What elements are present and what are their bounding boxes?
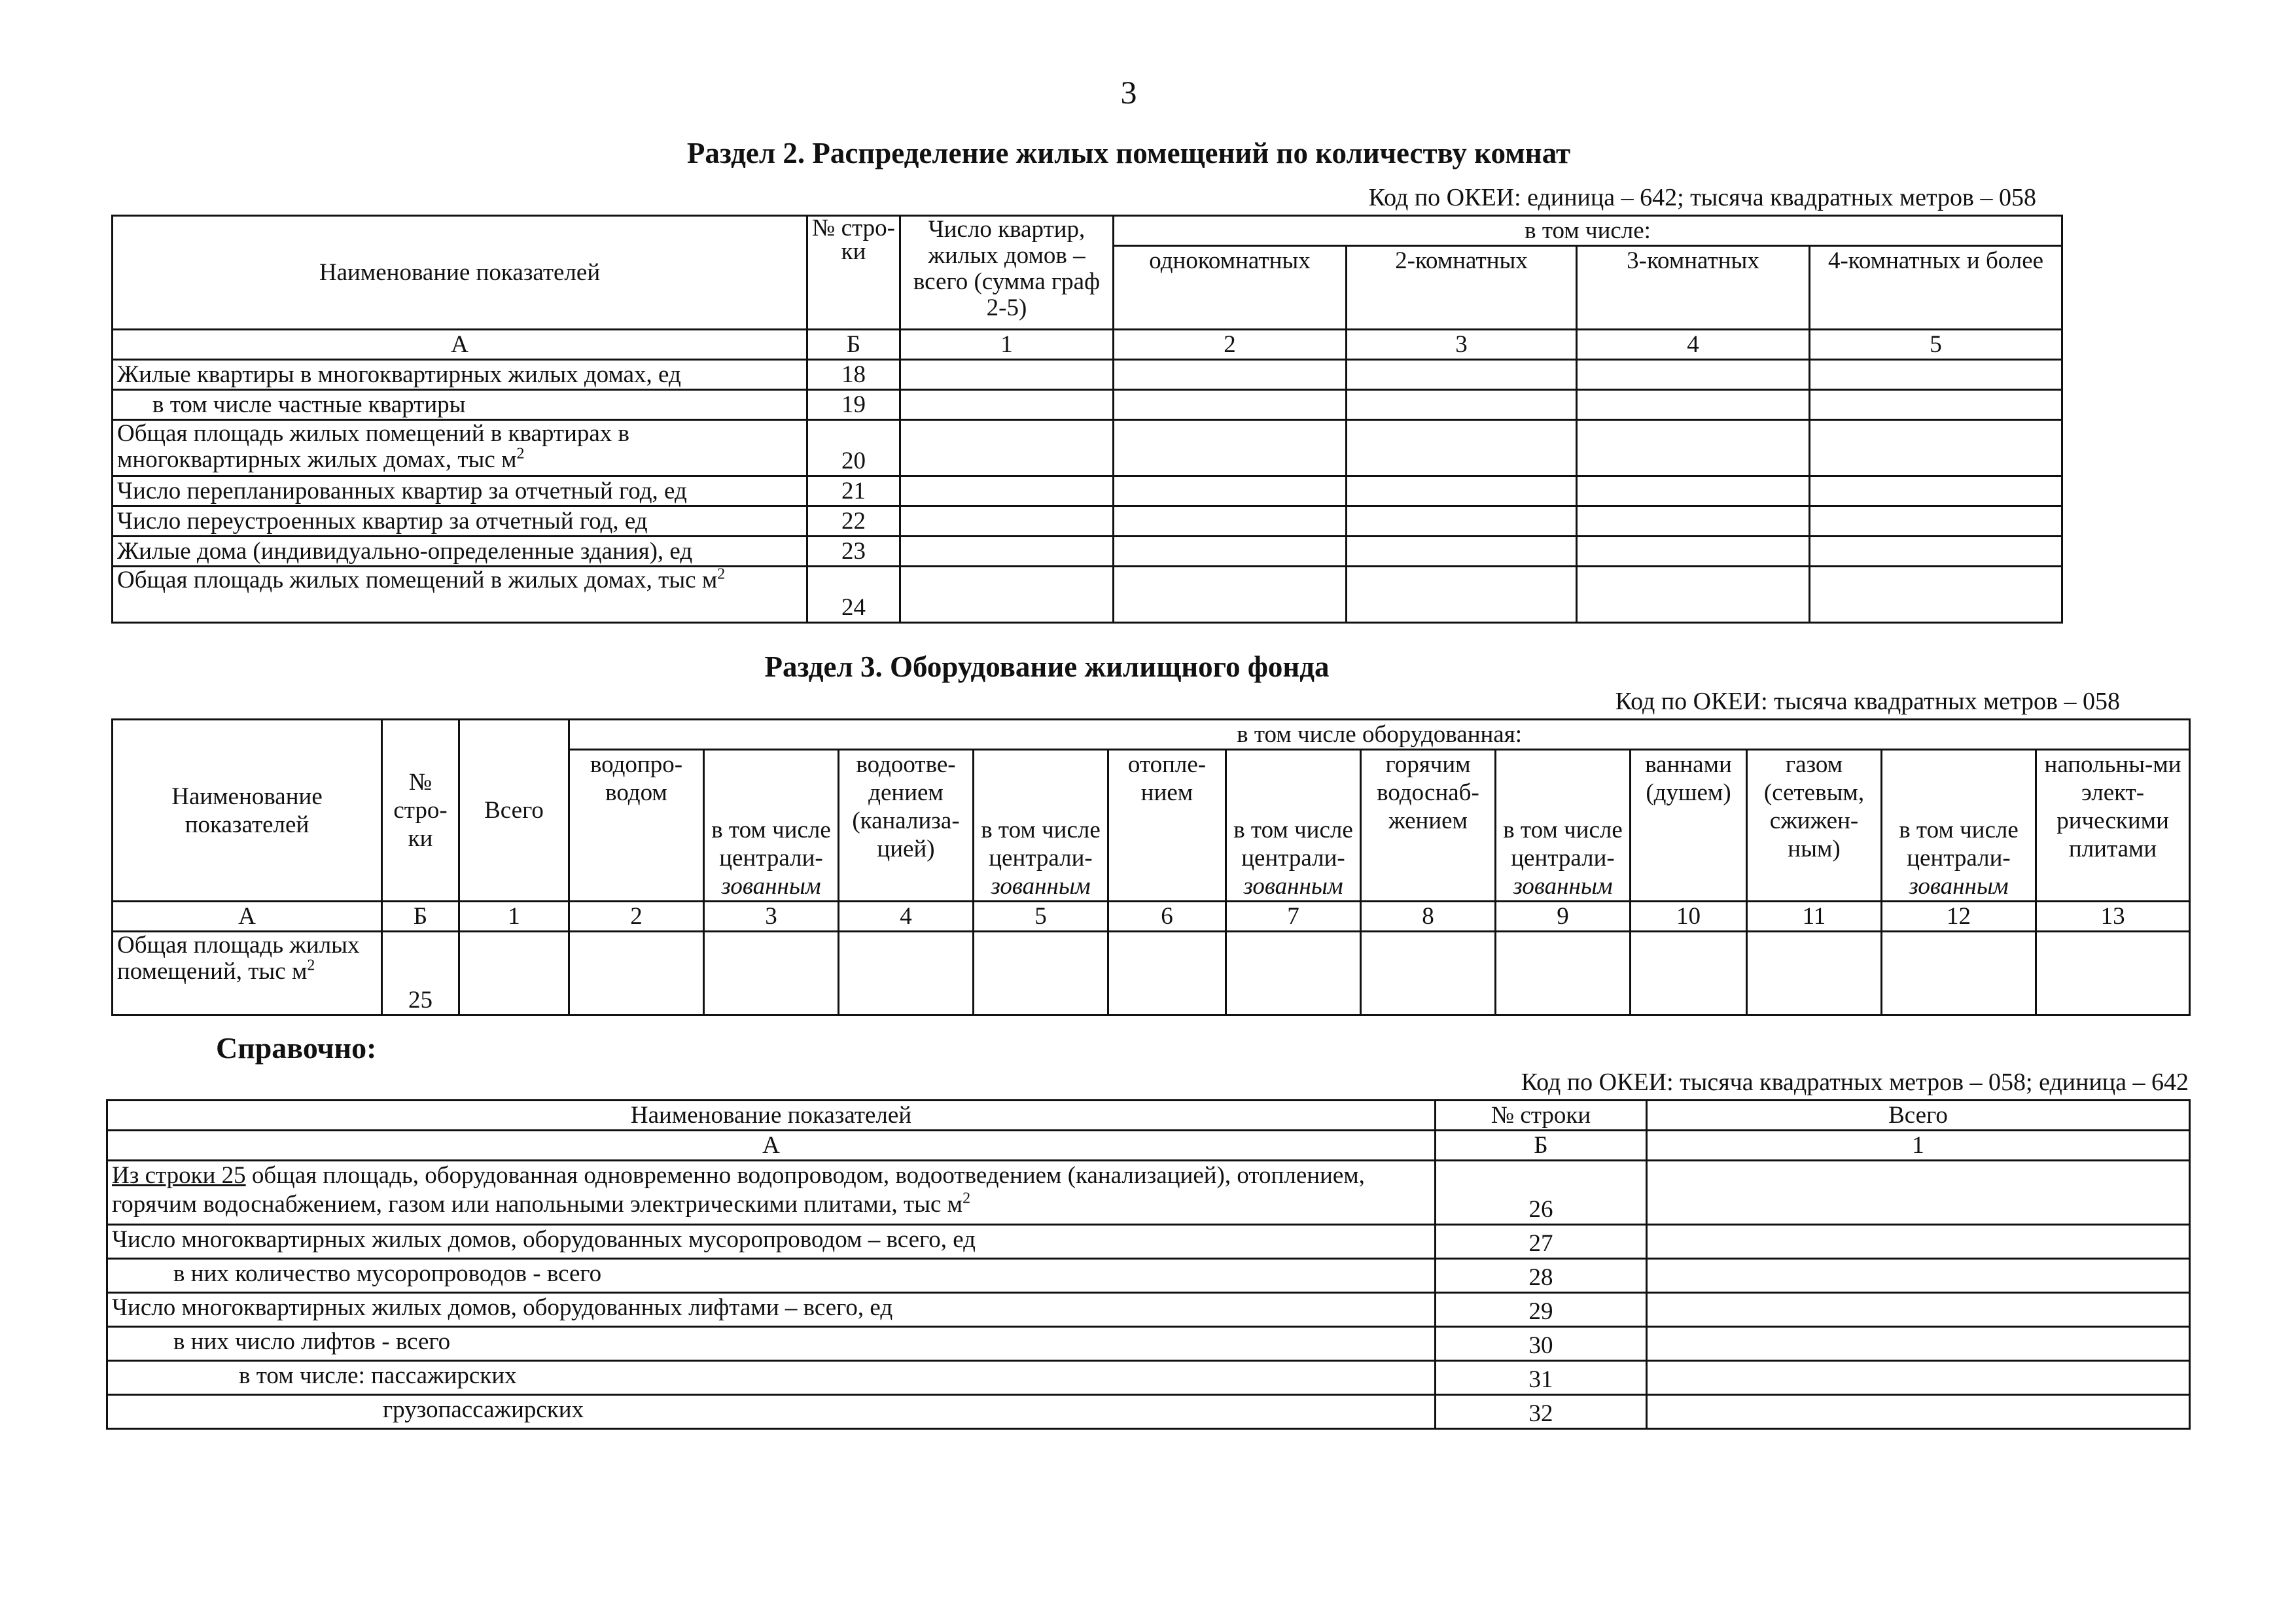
s2-row21-cell[interactable] [1577,476,1810,506]
s3-row25-cell[interactable] [704,932,839,1015]
s2-code-2: 2 [1114,330,1347,360]
s2-row19-cell[interactable] [1577,390,1810,420]
s2-row23-cell[interactable] [1810,537,2062,567]
s2-header-name: Наименование показателей [113,216,807,330]
s3-row25-cell[interactable] [839,932,974,1015]
s2-header-col5: 4-комнатных и более [1810,246,2062,330]
s2-row19-cell[interactable] [1810,390,2062,420]
ref-row27-name: Число многоквартирных жилых домов, оборудованных мусоропроводом – всего, ед [107,1225,1436,1259]
s2-code-4: 4 [1577,330,1810,360]
ref-row27-total[interactable] [1647,1225,2190,1259]
s3-header-c11: газом (сетевым, сжижен-ным) [1747,750,1882,902]
s2-code-5: 5 [1810,330,2062,360]
s2-row20-no: 20 [807,420,900,476]
s3-row25-cell[interactable] [1747,932,1882,1015]
s2-row20-cell[interactable] [900,420,1114,476]
s3-code-8: 8 [1361,902,1496,932]
s3-row25-cell[interactable] [1108,932,1226,1015]
s2-row22-no: 22 [807,506,900,537]
s2-row21-cell[interactable] [1114,476,1347,506]
s2-row18-cell[interactable] [1114,360,1347,390]
s2-row19-cell[interactable] [1114,390,1347,420]
ref-row29-no: 29 [1436,1293,1647,1327]
ref-row32-name: грузопассажирских [107,1395,1436,1429]
s3-header-c10: ваннами (душем) [1631,750,1747,902]
s2-row21-cell[interactable] [1347,476,1577,506]
s2-row21-no: 21 [807,476,900,506]
row25-reference-link: Из строки 25 [112,1162,246,1189]
ref-row27-no: 27 [1436,1225,1647,1259]
s3-header-c6: отопле-нием [1108,750,1226,902]
s3-code-11: 11 [1747,902,1882,932]
section2-title: Раздел 2. Распределение жилых помещений по количеству комнат [686,137,1571,169]
reference-table [106,1099,2191,1430]
ref-header-total: Всего [1647,1101,2190,1131]
s3-row25-cell[interactable] [1496,932,1631,1015]
ref-row26-no: 26 [1436,1161,1647,1225]
s2-row18-cell[interactable] [1810,360,2062,390]
ref-row26-total[interactable] [1647,1161,2190,1225]
ref-row28-no: 28 [1436,1259,1647,1293]
s2-row20-cell[interactable] [1347,420,1577,476]
table-row [113,360,2062,390]
s3-header-c4: водоотве-дением (канализа-цией) [839,750,974,902]
s2-row24-cell[interactable] [900,567,1114,623]
s3-row25-cell[interactable] [569,932,704,1015]
table-row [113,932,2190,1015]
s2-row22-cell[interactable] [1810,506,2062,537]
ref-row32-no: 32 [1436,1395,1647,1429]
s2-row24-cell[interactable] [1810,567,2062,623]
s2-row22-name: Число переустроенных квартир за отчетный год, ед [113,506,807,537]
table-row [113,476,2062,506]
s3-row25-name: Общая площадь жилых помещений, тыс $м^2$ [113,932,382,1015]
table-row [107,1361,2190,1395]
ref-row32-total[interactable] [1647,1395,2190,1429]
s3-row25-cell[interactable] [1361,932,1496,1015]
table-row [107,1293,2190,1327]
s3-header-c5: в том числе централи- зованным [974,750,1108,902]
s2-row19-cell[interactable] [900,390,1114,420]
s3-code-b: Б [382,902,459,932]
s3-row25-cell[interactable] [1882,932,2036,1015]
table-row [107,1327,2190,1361]
table-row [107,1259,2190,1293]
s3-row25-cell[interactable] [459,932,569,1015]
s3-code-1: 1 [459,902,569,932]
s3-row25-cell[interactable] [1631,932,1747,1015]
s3-code-3: 3 [704,902,839,932]
s2-code-a: А [113,330,807,360]
section2-okei: Код по ОКЕИ: единица – 642; тысяча квадратных метров – 058 [1368,184,2036,211]
s2-code-3: 3 [1347,330,1577,360]
ref-row29-total[interactable] [1647,1293,2190,1327]
s3-header-c3: в том числе централи- зованным [704,750,839,902]
s2-row20-cell[interactable] [1577,420,1810,476]
ref-header-name: Наименование показателей [107,1101,1436,1131]
ref-row31-total[interactable] [1647,1361,2190,1395]
s3-code-4: 4 [839,902,974,932]
s2-row24-cell[interactable] [1114,567,1347,623]
s3-header-c13: напольны-ми элект-рическими плитами [2036,750,2190,902]
s2-row22-cell[interactable] [1114,506,1347,537]
table-row [107,1225,2190,1259]
ref-code-b: Б [1436,1131,1647,1161]
s2-row23-cell[interactable] [1577,537,1810,567]
s2-row21-cell[interactable] [1810,476,2062,506]
s3-header-name: Наименование показателей [113,720,382,902]
s2-row19-name: в том числе частные квартиры [113,390,807,420]
s2-row19-no: 19 [807,390,900,420]
s3-code-2: 2 [569,902,704,932]
reference-okei: Код по ОКЕИ: тысяча квадратных метров – 058; единица – 642 [1521,1068,2189,1096]
section2-table [111,215,2063,624]
s3-code-10: 10 [1631,902,1747,932]
ref-row30-total[interactable] [1647,1327,2190,1361]
s2-row23-cell[interactable] [1114,537,1347,567]
s2-row23-cell[interactable] [1347,537,1577,567]
ref-row29-name: Число многоквартирных жилых домов, оборудованных лифтами – всего, ед [107,1293,1436,1327]
ref-row30-no: 30 [1436,1327,1647,1361]
s3-code-12: 12 [1882,902,2036,932]
ref-row28-total[interactable] [1647,1259,2190,1293]
section3-table [111,718,2191,1016]
s3-code-13: 13 [2036,902,2190,932]
s3-code-a: А [113,902,382,932]
s2-row19-cell[interactable] [1347,390,1577,420]
s2-code-b: Б [807,330,900,360]
ref-row31-no: 31 [1436,1361,1647,1395]
s3-header-c12: в том числе централи- зованным [1882,750,2036,902]
s2-header-row-no: № стро-ки [807,216,900,330]
s3-header-row-no: № стро-ки [382,720,459,902]
ref-row26-name: Из строки 25 общая площадь, оборудованная одновременно водопроводом, водоотведением (канализацией), отоплением, горячим водоснабжением, газом или напольными электрическими плитами, тыс $м^2$ [107,1161,1436,1225]
s2-row18-no: 18 [807,360,900,390]
page-number: 3 [1120,74,1137,111]
s3-row25-cell[interactable] [974,932,1108,1015]
s2-row18-cell[interactable] [900,360,1114,390]
s2-header-including: в том числе: [1114,216,2062,246]
s2-row24-name: Общая площадь жилых помещений в жилых домах, тыс $м^2$ [113,567,807,623]
table-row [113,390,2062,420]
s2-row18-cell[interactable] [1577,360,1810,390]
s2-row22-cell[interactable] [900,506,1114,537]
s2-row21-cell[interactable] [900,476,1114,506]
s3-code-7: 7 [1226,902,1361,932]
section3-okei: Код по ОКЕИ: тысяча квадратных метров – 058 [1615,688,2120,715]
table-row [107,1161,2190,1225]
section3-title: Раздел 3. Оборудование жилищного фонда [764,650,1330,683]
ref-row28-name: в них количество мусоропроводов - всего [107,1259,1436,1293]
ref-header-row-no: № строки [1436,1101,1647,1131]
s2-row24-cell[interactable] [1347,567,1577,623]
table-row [113,506,2062,537]
s2-row20-cell[interactable] [1810,420,2062,476]
s3-code-5: 5 [974,902,1108,932]
table-row [113,420,2062,476]
s2-row23-name: Жилые дома (индивидуально-определенные здания), ед [113,537,807,567]
s2-row20-name: Общая площадь жилых помещений в квартирах в многоквартирных жилых домах, тыс $м^2$ [113,420,807,476]
table-row [113,567,2062,623]
s2-header-col4: 3-комнатных [1577,246,1810,330]
s2-row20-cell[interactable] [1114,420,1347,476]
s3-header-including: в том числе оборудованная: [569,720,2190,750]
reference-title: Справочно: [216,1031,377,1065]
s3-code-9: 9 [1496,902,1631,932]
s2-row24-cell[interactable] [1577,567,1810,623]
ref-row31-name: в том числе: пассажирских [107,1361,1436,1395]
s2-row23-no: 23 [807,537,900,567]
s2-row24-no: 24 [807,567,900,623]
s2-row22-cell[interactable] [1347,506,1577,537]
s3-code-6: 6 [1108,902,1226,932]
s3-header-c2: водопро-водом [569,750,704,902]
s3-row25-no: 25 [382,932,459,1015]
s2-row18-name: Жилые квартиры в многоквартирных жилых домах, ед [113,360,807,390]
ref-code-1: 1 [1647,1131,2190,1161]
s3-row25-cell[interactable] [2036,932,2190,1015]
s2-code-1: 1 [900,330,1114,360]
table-row [113,537,2062,567]
s2-row21-name: Число перепланированных квартир за отчетный год, ед [113,476,807,506]
s3-header-c8: горячим водоснаб-жением [1361,750,1496,902]
ref-row30-name: в них число лифтов - всего [107,1327,1436,1361]
table-row [107,1395,2190,1429]
s2-header-col2: однокомнатных [1114,246,1347,330]
s2-row18-cell[interactable] [1347,360,1577,390]
s2-header-total: Число квартир, жилых домов – всего (сумма граф 2-5) [900,216,1114,330]
ref-code-a: А [107,1131,1436,1161]
s2-row23-cell[interactable] [900,537,1114,567]
s3-header-c9: в том числе централи- зованным [1496,750,1631,902]
s3-header-c7: в том числе централи- зованным [1226,750,1361,902]
s3-header-total: Всего [459,720,569,902]
s2-header-col3: 2-комнатных [1347,246,1577,330]
s3-row25-cell[interactable] [1226,932,1361,1015]
s2-row22-cell[interactable] [1577,506,1810,537]
